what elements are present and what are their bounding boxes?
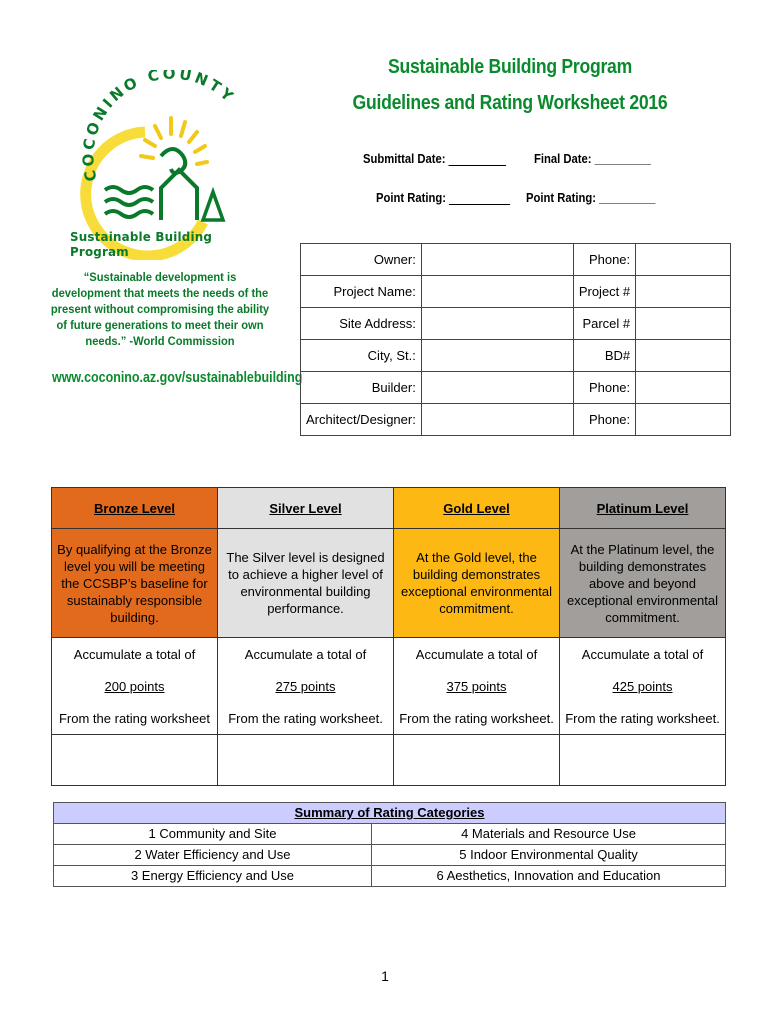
summary-table [53, 802, 726, 887]
website-link[interactable]: www.coconino.az.gov/sustainablebuilding [52, 370, 303, 386]
accumulate-platinum: Accumulate a total of [560, 638, 726, 671]
page-number: 1 [381, 968, 389, 984]
level-description-platinum: At the Platinum level, the building demonstrates above and beyond exceptional environmental commitment. [560, 529, 726, 638]
level-description-bronze: By qualifying at the Bronze level you will be meeting the CCSBP’s baseline for sustainably responsible building. [52, 529, 218, 638]
field-label: Phone: [573, 372, 635, 404]
field-value-input[interactable] [421, 340, 573, 372]
swirl-icon [161, 149, 185, 173]
summary-category-3: 3 Energy Efficiency and Use [54, 866, 372, 887]
field-label: Owner: [301, 244, 422, 276]
field-label: Architect/Designer: [301, 404, 422, 436]
point-rating-right-label: Point Rating: _________ [526, 191, 656, 205]
levels-description-row [52, 529, 726, 638]
logo-caption: Sustainable Building Program [70, 229, 213, 259]
points-bronze: 200 points [104, 678, 165, 694]
summary-category-2: 2 Water Efficiency and Use [54, 845, 372, 866]
project-info-row [301, 244, 731, 276]
field-value-input[interactable] [421, 372, 573, 404]
tree-icon [203, 192, 223, 220]
submittal-date-label: Submittal Date: [363, 152, 446, 166]
from-silver: From the rating worksheet. [218, 702, 394, 735]
project-info-row [301, 276, 731, 308]
from-platinum: From the rating worksheet. [560, 702, 726, 735]
document-title-line1: Sustainable Building Program [388, 56, 632, 78]
point-rating-left-line [449, 204, 510, 205]
summary-category-5: 5 Indoor Environmental Quality [372, 845, 726, 866]
project-info-row [301, 340, 731, 372]
field-label: Site Address: [301, 308, 422, 340]
quote-text: “Sustainable development is development that meets the needs of the present without compromising the ability of future generations to meet their own needs.” -World Commission [50, 270, 270, 348]
level-header-bronze: Bronze Level [52, 488, 218, 529]
levels-from-row [52, 702, 726, 735]
submittal-date-line [449, 165, 507, 166]
field-label: City, St.: [301, 340, 422, 372]
summary-row [54, 866, 726, 887]
field-value-input[interactable] [636, 404, 731, 436]
summary-title: Summary of Rating Categories [54, 803, 726, 824]
field-value-input[interactable] [636, 308, 731, 340]
field-value-input[interactable] [421, 404, 573, 436]
logo-arc-text: COCONINO COUNTY [79, 70, 239, 184]
field-value-input[interactable] [636, 276, 731, 308]
levels-header-row [52, 488, 726, 529]
project-info-row [301, 404, 731, 436]
blank-cell-silver[interactable] [218, 735, 394, 786]
accumulate-bronze: Accumulate a total of [52, 638, 218, 671]
accumulate-gold: Accumulate a total of [394, 638, 560, 671]
level-description-silver: The Silver level is designed to achieve a higher level of environmental building performance. [218, 529, 394, 638]
summary-category-4: 4 Materials and Resource Use [372, 824, 726, 845]
points-silver: 275 points [275, 678, 336, 694]
document-title-line2: Guidelines and Rating Worksheet 2016 [352, 92, 668, 114]
point-rating-left-label: Point Rating: [376, 191, 446, 205]
project-info-row [301, 308, 731, 340]
accumulate-silver: Accumulate a total of [218, 638, 394, 671]
summary-category-1: 1 Community and Site [54, 824, 372, 845]
level-description-gold: At the Gold level, the building demonstrates exceptional environmental commitment. [394, 529, 560, 638]
final-date-field [534, 152, 664, 166]
submittal-date-field [363, 152, 522, 166]
summary-category-6: 6 Aesthetics, Innovation and Education [372, 866, 726, 887]
field-value-input[interactable] [636, 372, 731, 404]
field-label: Builder: [301, 372, 422, 404]
blank-cell-gold[interactable] [394, 735, 560, 786]
summary-row [54, 824, 726, 845]
blank-cell-platinum[interactable] [560, 735, 726, 786]
field-label: Phone: [573, 244, 635, 276]
level-header-silver: Silver Level [218, 488, 394, 529]
field-label: Project # [573, 276, 635, 308]
final-date-label: Final Date: _________ [534, 152, 651, 166]
level-header-platinum: Platinum Level [560, 488, 726, 529]
field-label: Phone: [573, 404, 635, 436]
points-platinum: 425 points [612, 678, 673, 694]
field-value-input[interactable] [421, 276, 573, 308]
levels-blank-row [52, 735, 726, 786]
points-gold: 375 points [446, 678, 507, 694]
blank-cell-bronze[interactable] [52, 735, 218, 786]
level-header-gold: Gold Level [394, 488, 560, 529]
levels-points-row [52, 670, 726, 702]
field-value-input[interactable] [636, 244, 731, 276]
field-value-input[interactable] [421, 308, 573, 340]
house-icon [161, 170, 197, 220]
levels-accumulate-row [52, 638, 726, 671]
levels-table [51, 487, 726, 786]
summary-row [54, 845, 726, 866]
water-waves-icon [105, 187, 153, 217]
from-bronze: From the rating worksheet [52, 702, 218, 735]
from-gold: From the rating worksheet. [394, 702, 560, 735]
field-value-input[interactable] [636, 340, 731, 372]
project-info-row [301, 372, 731, 404]
field-label: BD# [573, 340, 635, 372]
field-value-input[interactable] [421, 244, 573, 276]
summary-header-row [54, 803, 726, 824]
project-info-table [300, 243, 731, 436]
sun-rays-icon [141, 118, 207, 164]
point-rating-right-field [526, 191, 670, 205]
field-label: Project Name: [301, 276, 422, 308]
field-label: Parcel # [573, 308, 635, 340]
point-rating-left-field [376, 191, 525, 205]
